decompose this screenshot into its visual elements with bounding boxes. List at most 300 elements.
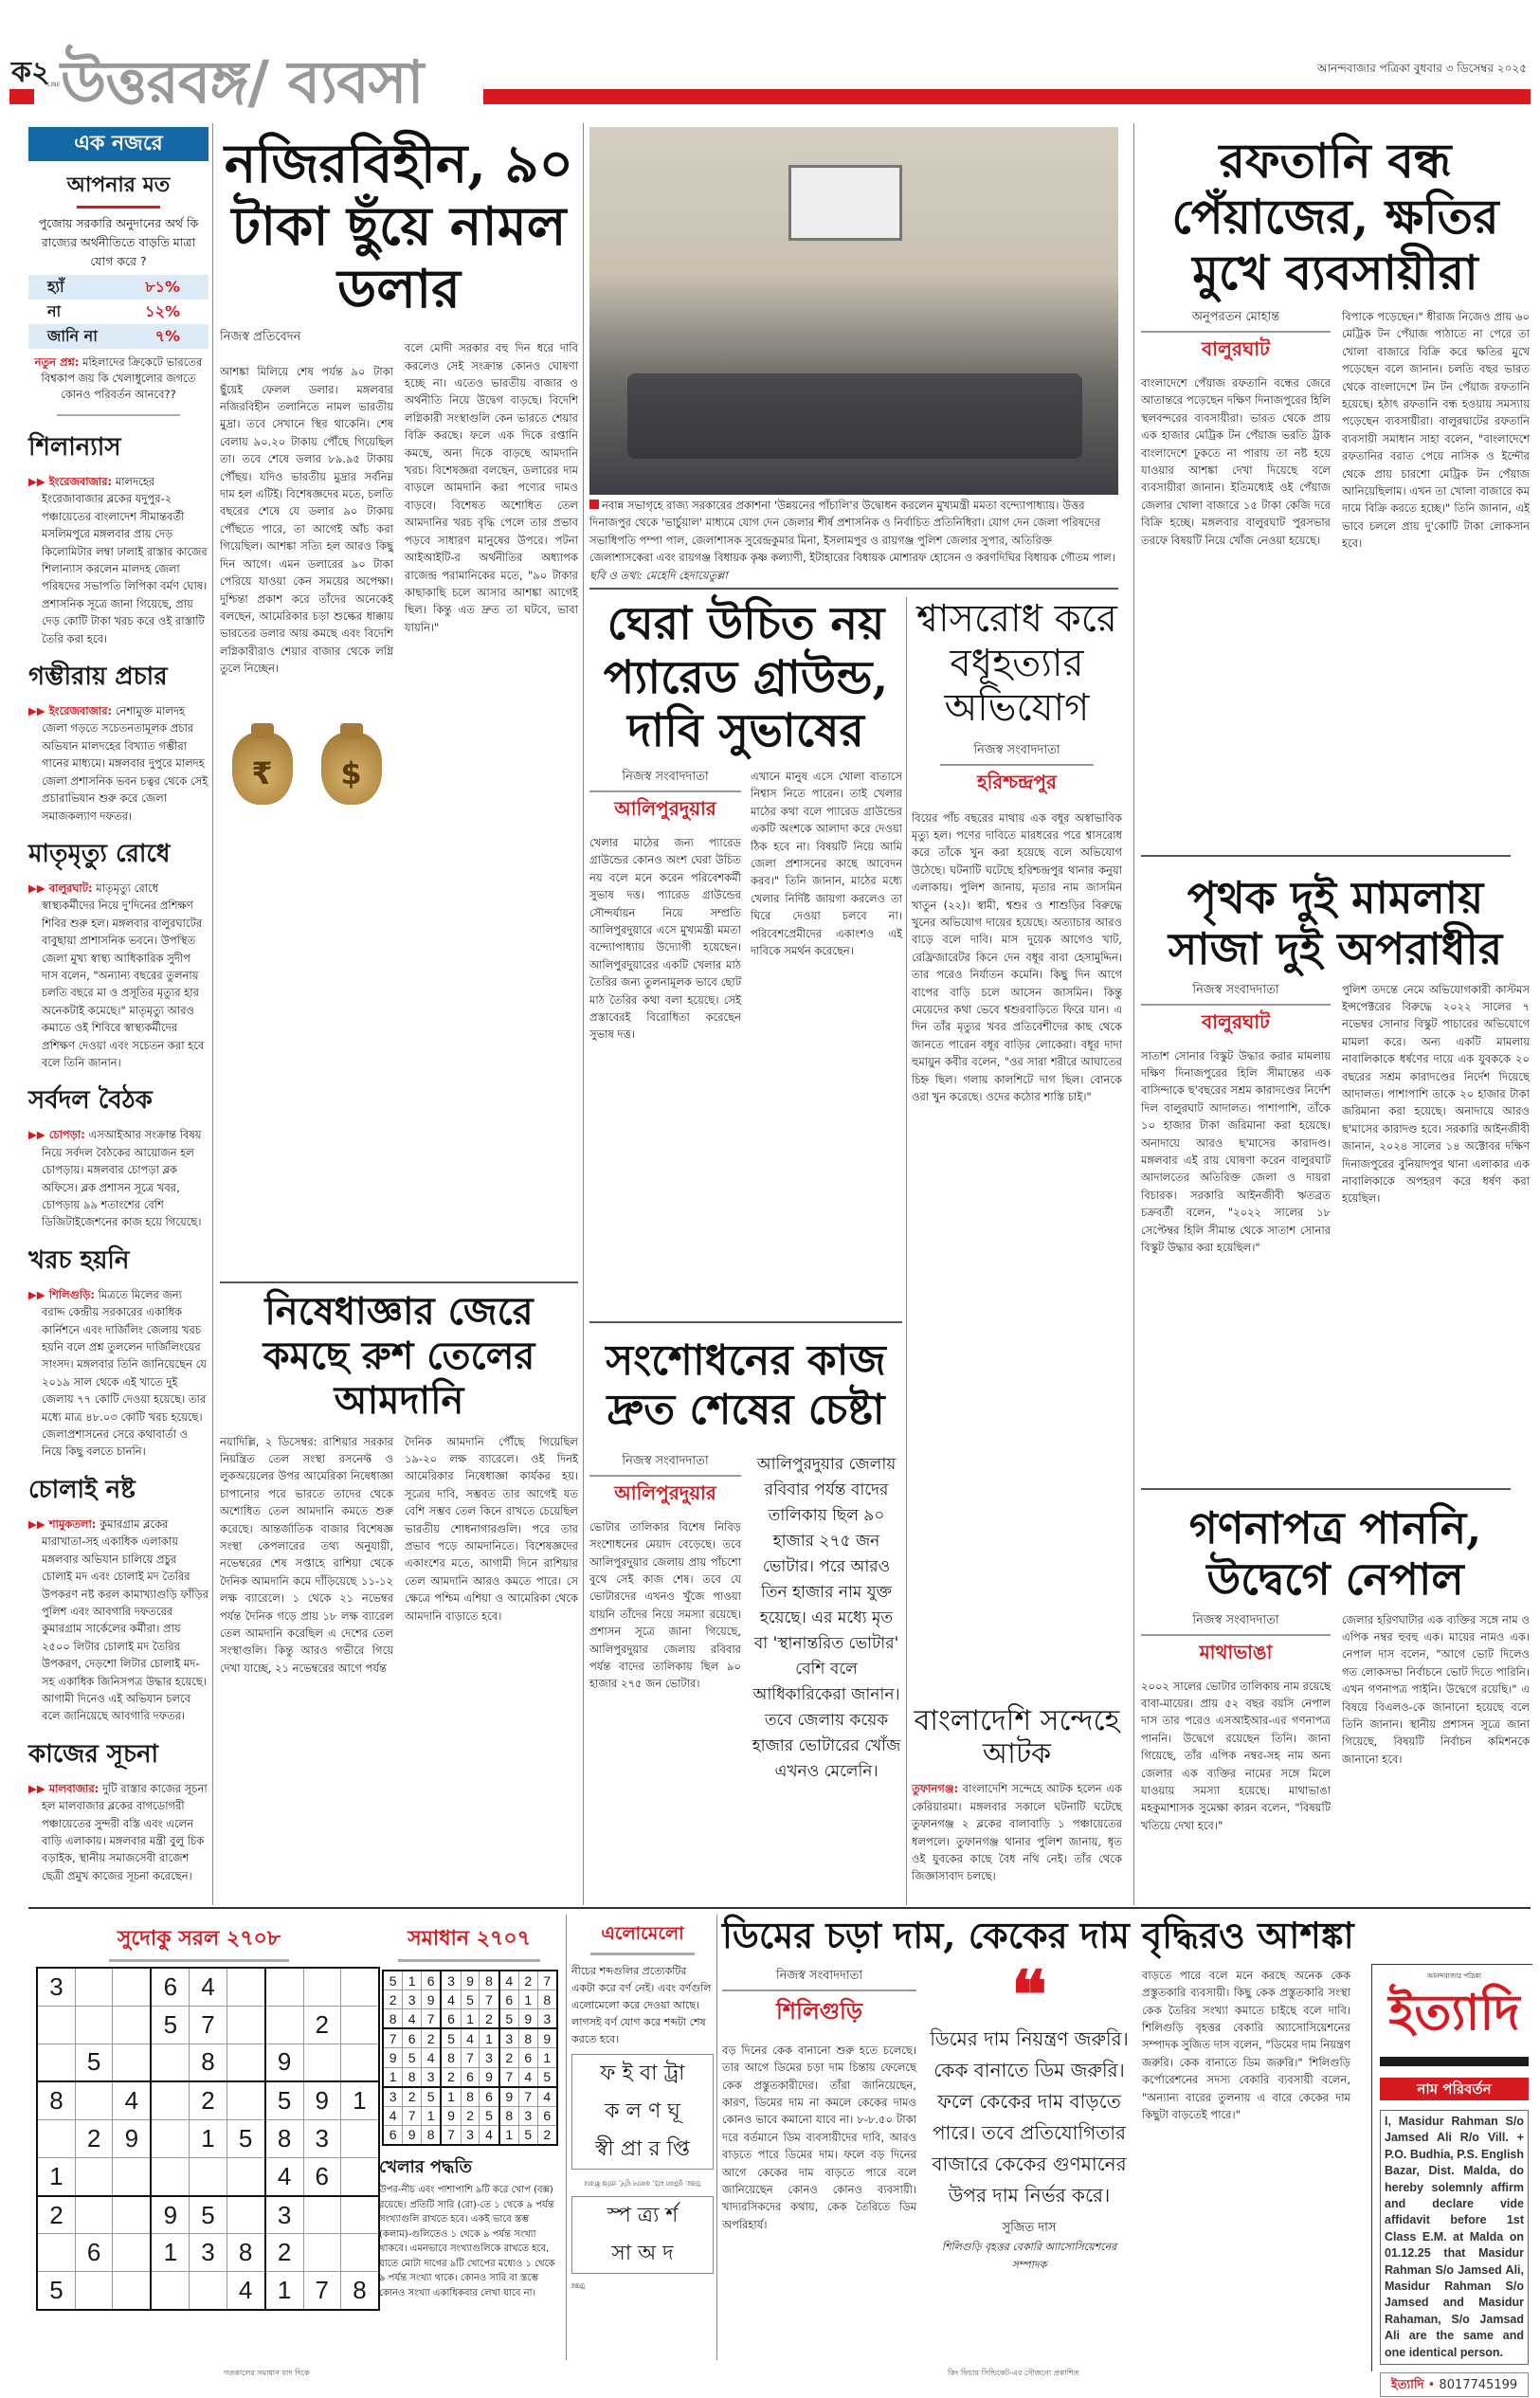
grid-cell-given: 4 <box>461 2028 480 2048</box>
grid-cell-given: 3 <box>403 1990 422 2009</box>
grid-cell-given: 2 <box>480 2009 499 2029</box>
sidebar-header: এক নজরে <box>28 127 208 161</box>
article-body <box>1141 308 1530 801</box>
brief-item <box>28 657 208 825</box>
brief-item <box>28 1735 208 1884</box>
poll-option-value: ৭% <box>154 327 180 345</box>
byline: নিজস্ব প্রতিবেদন <box>220 330 301 345</box>
grid-cell-given: 2 <box>303 2006 340 2044</box>
poll-option <box>28 300 208 324</box>
sudoku-solution-header <box>374 1915 564 1971</box>
grid-cell-given: 4 <box>480 2125 499 2145</box>
grid-cell-given: 5 <box>461 1990 480 2009</box>
grid-cell-empty <box>303 2196 340 2234</box>
brief-title: খরচ হয়নি <box>28 1245 130 1275</box>
ad-brand-small: আনন্দবাজার পত্রিকা <box>1426 1972 1482 1980</box>
grid-cell-given: 6 <box>422 1971 442 1990</box>
grid-cell-given: 1 <box>537 2048 557 2067</box>
dateline-place: শিলিগুড়ি <box>722 1989 916 2032</box>
grid-row <box>383 2048 557 2067</box>
grid-cell-empty <box>340 2234 379 2272</box>
grid-cell-empty <box>340 1968 379 2006</box>
brief-title: শিলান্যাস <box>28 433 121 462</box>
dateline-place: বালুরঘাট <box>1141 331 1331 367</box>
grid-cell-given: 4 <box>226 2272 265 2310</box>
dateline-place: আলিপুরদুয়ার <box>589 790 741 827</box>
grid-cell-given: 2 <box>76 2120 113 2158</box>
column-rule <box>212 123 213 1905</box>
grid-cell-given: 6 <box>537 2106 557 2125</box>
brief-place-name: শিলিগুড়ি: <box>48 1287 95 1301</box>
column-rule <box>583 123 584 1905</box>
grid-cell-given: 2 <box>441 2067 461 2087</box>
grid-cell-given: 3 <box>190 2234 226 2272</box>
grid-cell-given: 6 <box>76 2234 113 2272</box>
grid-cell-empty <box>151 2157 190 2195</box>
grid-cell-empty <box>226 1968 265 2006</box>
dateline-place: মাথাভাঙা <box>1141 1634 1331 1670</box>
article-column <box>405 328 578 951</box>
grid-row <box>383 1971 557 1990</box>
photo-screen <box>788 165 902 241</box>
article-text: বাংলাদেশে পেঁয়াজ রফতানি বন্ধের জেরে আতান্তরে পড়েছেন দক্ষিণ দিনাজপুরের হিলি স্থলবন্দরের ব্যবসায়ীরা। ভারত থেকে প্রায় এক হাজার মেট্রিক টন পেঁয়াজ ভরতি ট্রাক বাংলাদেশে ঢুকতে না পারায় তা নষ্ট হয়ে যাওয়ার আশঙ্কা দেখা দিয়েছে বলে ব্যবসায়ীরা জানান। ইতিমধ্যেই ওই পেঁয়াজ জেলার খোলা বাজারে ১৫ টাকা কেজি দরে বিক্রি হচ্ছে। মঙ্গলবার বালুরঘাট পুরসভার তরফে বিষয়টি নিয়ে খোঁজ নেওয়া হয়েছে। <box>1141 376 1331 547</box>
article-column <box>751 768 902 1280</box>
brief-body: মিত্রতে মিলের জন্য বরাদ্দ কেন্দ্রীয় সরকারের একাধিক কার্নিশনে এবং দার্জিলিং জেলায় খরচ হয়নি বলে প্রশ্ন তুললেন দার্জিলিংয়ের সাংসদ। মঙ্গলবার তিনি জানিয়েছেন যে ২০১৯ সাল থেকে এই খাতে দুই জেলায় ৭৭ কোটি দেওয়া হয়েছে। তার মধ্যে মাত্র ৪৮.০৩ কোটি খরচ হয়েছে। জেলাপ্রশাসনের সেরে কথাবার্তা ও নিয়ে কিছু বলতে চাননি। <box>42 1287 207 1459</box>
brief-item <box>28 834 208 1071</box>
grid-cell-empty <box>76 2157 113 2195</box>
brief-place: ▶▶ মালবাজার: <box>28 1781 100 1795</box>
grid-cell-given: 6 <box>303 2157 340 2195</box>
article-russian-oil <box>220 1289 578 1905</box>
grid-cell-given: 8 <box>480 1971 499 1990</box>
poll-results <box>28 275 208 349</box>
byline: নিজস্ব সংবাদদাতা <box>622 1453 709 1468</box>
grid-row <box>37 2006 379 2044</box>
grid-cell-given: 8 <box>518 2028 537 2048</box>
article-body <box>589 768 902 1280</box>
grid-cell-empty <box>340 2196 379 2234</box>
grid-cell-given: 3 <box>461 2125 480 2145</box>
article-column <box>220 328 393 951</box>
grid-cell-empty <box>151 2272 190 2310</box>
grid-cell-given: 8 <box>422 2125 442 2145</box>
article-body <box>722 1954 1367 2355</box>
grid-cell-given: 1 <box>265 2272 304 2310</box>
grid-cell-empty <box>303 2044 340 2081</box>
article-body <box>220 1433 578 1907</box>
grid-cell-given: 5 <box>480 2106 499 2125</box>
grid-cell-given: 1 <box>383 2067 403 2087</box>
sudoku-rules <box>379 2153 561 2343</box>
poll-option <box>28 324 208 349</box>
headline: নিষেধাজ্ঞার জেরে কমছে রুশ তেলের আমদানি <box>263 1289 535 1424</box>
solution-title: সমাধান ২৭০৭ <box>408 1927 531 1951</box>
grid-cell-empty <box>340 2006 379 2044</box>
article-text: বড় দিনের কেক বানানো শুরু হতে চলেছে। তার আগে ডিমের চড়া দাম চিন্তায় ফেলেছে কেক প্রস্তুতকারীদের। তাঁরা জানিয়েছেন, কারণ, ডিমের দাম না কমলে কেকের দামও কোনও ভাবে কমানো যাবে না। ৮-৮.৫০ টাকা দরে বর্তমানে ডিম ব্যবসায়ীদের দাবি, আরও বাড়তে পারে ডিমের দাম। ফলে বড় দিনের আগে কেকের দাম বাড়তে পারে বলে জানিয়েছেন কোনও কোনও ব্যবসায়ী। খাদ্যরসিকদের কথায়, কেক তৈরিতে ডিম অপরিহার্য। <box>722 2043 916 2231</box>
footer-note-middle: কিং ফিচার সিন্ডিকেট-এর সৌজন্যে প্রকাশিত <box>948 2369 1079 2377</box>
brief-place: ▶▶ চোপড়া: <box>28 1128 85 1142</box>
grid-cell-given: 8 <box>37 2081 76 2119</box>
section-rule <box>220 1281 578 1283</box>
grid-cell-given: 9 <box>537 2028 557 2048</box>
brief-place-name: শামুকতলা: <box>48 1517 97 1531</box>
brief-title: সর্বদল বৈঠক <box>28 1086 153 1116</box>
grid-row <box>383 2067 557 2087</box>
byline: অনুপরতন মোহান্ত <box>1191 310 1280 324</box>
grid-cell-given: 4 <box>113 2081 152 2119</box>
grid-cell-given: 9 <box>151 2196 190 2234</box>
article-body <box>1141 1611 1530 1877</box>
grid-cell-given: 5 <box>518 2125 537 2145</box>
grid-cell-given: 6 <box>403 2028 422 2048</box>
grid-cell-empty <box>151 2044 190 2081</box>
grid-cell-given: 1 <box>441 2087 461 2107</box>
grid-cell-given: 1 <box>461 2009 480 2029</box>
grid-row <box>383 2028 557 2048</box>
grid-cell-empty <box>37 2044 76 2081</box>
grid-cell-given: 3 <box>265 2196 304 2234</box>
grid-cell-given: 2 <box>518 1971 537 1990</box>
brief-text <box>28 1780 208 1884</box>
dateline-place: তুফানগঞ্জ: <box>912 1782 959 1796</box>
article-parade-ground <box>589 597 902 1280</box>
brief-title: মাতৃমৃত্যু রোধে <box>28 839 171 868</box>
article-body <box>589 1452 902 1879</box>
brief-place-name: বালুরঘাট: <box>48 881 93 895</box>
brief-text <box>28 473 208 647</box>
jumble-word: স্বী প্রা র প্তি <box>595 2137 690 2161</box>
article-column <box>1141 981 1331 1426</box>
article-text: ২০০২ সালের ভোটার তালিকায় নাম রয়েছে বাবা-মায়ের। প্রায় ৫২ বছর বয়সি নেপাল দাস তার পরেও এসআইআর-এর গণনাপত্র পাননি। উদ্বেগে রয়েছেন তিনি। জানা গিয়েছে, তাঁর এপিক নম্বর-সহ নাম অন্য জেলার এক ব্যক্তির নামের সঙ্গে মিলে যাওয়ায় সমস্যা হয়েছে। মাথাভাঙা মহকুমাশাসক সুমেক্ষা কারন বলেন, "বিষয়টি খতিয়ে দেখা হবে।" <box>1141 1679 1331 1832</box>
grid-cell-given: 5 <box>190 2196 226 2234</box>
grid-cell-given: 5 <box>422 2087 442 2107</box>
grid-cell-given: 6 <box>441 2009 461 2029</box>
grid-cell-given: 5 <box>383 1971 403 1990</box>
grid-cell-given: 5 <box>403 2048 422 2067</box>
grid-cell-given: 2 <box>537 2125 557 2145</box>
grid-cell-given: 8 <box>340 2272 379 2310</box>
dateline-place: হরিশ্চন্দ্রপুর <box>940 764 1094 800</box>
article-column <box>1342 308 1530 801</box>
rules-text: উপর-নীচ এবং পাশাপাশি ৯টি করে খোপ (বক্স) রয়েছে। প্রতিটি সারি (রো)-তে ১ থেকে ৯ পর্যন্ত সংখ্যাগুলি রাখতে হবে। একই ভাবে স্তম্ভ (কলাম)-গুলিতেও ১ থেকে ৯ পর্যন্ত সংখ্যা থাকবে। এমনভাবে সংখ্যাগুলিকে রাখতে হবে, যাতে মোটা দাগের ৯টি খোপের মধ্যেও ১ থেকে ৯ পর্যন্ত সংখ্যা থাকে। কোনও সারি বা স্তম্ভে কোনও সংখ্যা একাধিকবার লেখা যাবে না। <box>379 2185 555 2298</box>
brief-place: ▶▶ শামুকতলা: <box>28 1517 97 1531</box>
article-column <box>1342 981 1530 1426</box>
ad-logo: ইত্যাদি <box>1388 1984 1520 2042</box>
grid-cell-given: 5 <box>37 2272 76 2310</box>
jumble-word: সা অ দ <box>611 2242 674 2265</box>
grid-cell-given: 4 <box>422 2048 442 2067</box>
grid-cell-given: 3 <box>537 2009 557 2029</box>
jumble-word: ক ল ণ ঘূ <box>605 2099 680 2123</box>
grid-cell-given: 6 <box>518 2048 537 2067</box>
grid-cell-given: 8 <box>403 2067 422 2087</box>
brief-text <box>28 1126 208 1230</box>
section-rule <box>589 588 1118 590</box>
grid-cell-given: 2 <box>422 2028 442 2048</box>
grid-row <box>383 2009 557 2029</box>
byline: নিজস্ব সংবাদদাতা <box>1192 1612 1279 1627</box>
brief-title: চোলাই নষ্ট <box>28 1475 136 1504</box>
headline: নজিরবিহীন, ৯০ টাকা ছুঁয়ে নামল ডলার <box>224 133 574 321</box>
grid-cell-empty <box>190 2157 226 2195</box>
new-question-label: নতুন প্রশ্ন: <box>34 355 80 369</box>
brief-body: দুটি রাস্তার কাজের সূচনা হল মালবাজার ব্লকের বাগডোগরী পঞ্চায়েতের সুন্দরী বস্তি এবং এলেন বাড়ি এলাকায়। মঙ্গলবার মন্ত্রী বুলু চিক বড়াইক, স্থানীয় সমাজসেবী রাজেশ ছেত্রী প্রমুখ কাজের সূচনা করেছেন। <box>42 1781 208 1882</box>
grid-cell-given: 8 <box>226 2234 265 2272</box>
brief-body: মাতৃমৃত্যু রোধে স্বাস্থ্যকর্মীদের নিয়ে দু'দিনের প্রশিক্ষণ শিবির শুরু হল। মঙ্গলবার বালুরঘাটের বাবুছায়া প্রাশাসনিক ভবনে। উপস্থিত জেলা মুখ্য স্বাস্থ্য আধিকারিক সুদীপ দাস বলেন, "অন্যান্য বছরের তুলনায় চলতি বছরে মা ও প্রসূতির মৃত্যুর হার অনেকটাই কমেছে।" মাতৃমৃত্যু আরও কমাতে ওই শিবিরে স্বাস্থ্যকর্মীদের প্রশিক্ষণ দেওয়া এবং সচেতন করা হবে বলে তিনি জানান। <box>42 881 205 1069</box>
byline: নিজস্ব সংবাদদাতা <box>1192 982 1279 997</box>
brief-title: কাজের সূচনা <box>28 1739 159 1769</box>
grid-cell-given: 3 <box>303 2120 340 2158</box>
poll-option-value: ১২% <box>145 302 180 320</box>
ad-category: নাম পরিবর্তন <box>1380 2078 1529 2100</box>
grid-row <box>37 2044 379 2081</box>
grid-row <box>383 2106 557 2125</box>
grid-cell-given: 9 <box>303 2081 340 2119</box>
grid-cell-given: 8 <box>190 2044 226 2081</box>
brief-text <box>28 880 208 1071</box>
brief-place-name: ইংরেজবাজার: <box>48 475 113 488</box>
brief-place: ▶▶ ইংরেজবাজার: <box>28 704 113 718</box>
article-dollar <box>220 133 578 1270</box>
grid-cell-given: 9 <box>499 2087 519 2107</box>
grid-cell-empty <box>37 2120 76 2158</box>
grid-cell-empty <box>76 2272 113 2310</box>
grid-cell-given: 7 <box>537 1971 557 1990</box>
grid-cell-given: 9 <box>113 2120 152 2158</box>
grid-row <box>37 2196 379 2234</box>
caption-text: নবান্ন সভাগৃহে রাজ্য সরকারের প্রকাশনা 'উন্নয়নের পাঁচালি'র উদ্বোধন করলেন মুখ্যমন্ত্রী মমতা বন্দ্যোপাধ্যায়। উত্তর দিনাজপুর থেকে 'ভার্চুয়াল' মাধ্যমে যোগ দেন জেলার শীর্ষ প্রশাসনিক ও নির্বাচিত প্রতিনিধিরা। যোগ দেন জেলা পরিষদের সভাধিপতি পম্পা পাল, জেলাশাসক সুরেন্দ্রকুমার মিনা, ইসলামপুর ও রায়গঞ্জ পুলিশ জেলার সুপার, অতিরিক্ত জেলাশাসকেরা এবং রায়গঞ্জ বিধায়ক কৃষ্ণ কল্যাণী, ইটাহারের বিধায়ক মোশারফ হোসেন ও করণদিঘির বিধায়ক গৌতম পাল। <box>589 499 1115 565</box>
article-voter-revision <box>589 1336 902 1905</box>
grid-cell-empty <box>151 2081 190 2119</box>
headline: গণনাপত্র পাননি, উদ্বেগে নেপাল <box>1188 1502 1482 1606</box>
grid-row <box>383 2087 557 2107</box>
article-column <box>1342 1611 1530 1877</box>
grid-cell-given: 2 <box>403 2087 422 2107</box>
article-two-convictions <box>1141 872 1530 1479</box>
grid-cell-given: 3 <box>499 2028 519 2048</box>
article-text: পুলিশ তদন্তে নেমে অভিযোগকারী কাস্টমস ইন্সপেক্টরের বিরুদ্ধে ২০২২ সালের ৭ নভেম্বর সোনার বিস্কুট পাচারের অভিযোগে মামলা করে। অন্য একটি মামলায় নাবালিকাকে ধর্ষণের দায়ে এক যুবককে ২০ বছরের সশ্রম কারাদণ্ডের নির্দেশ দিয়েছে আদালত। পাশাপাশি তাকে ২০ হাজার টাকা জরিমানা করা হয়েছে। অনাদায়ে আরও ছ'মাসের কারাদণ্ড হবে। সরকারি আইনজীবী জানান, ২০২৪ সালের ১৪ অক্টোবর দক্ষিণ দিনাজপুরের বুনিয়াদপুর থানা এলাকার এক নাবালিকাকে অপহরণ করে ধর্ষণ করা হয়েছিল। <box>1342 982 1530 1206</box>
grid-cell-given: 5 <box>151 2006 190 2044</box>
title-underline <box>590 1953 695 1955</box>
grid-cell-given: 2 <box>190 2081 226 2119</box>
grid-cell-given: 6 <box>461 2067 480 2087</box>
grid-cell-given: 7 <box>499 2067 519 2087</box>
article-text: খেলার মাঠের জন্য প্যারেড গ্রাউন্ডের কোনও অংশ ঘেরা উচিত নয় বলে মনে করেন পরিবেশকর্মী সুভাষ দত্ত। প্যারেড গ্রাউন্ডের সৌন্দর্যায়ন নিয়ে সম্প্রতি আলিপুরদুয়ারে এসে মুখ্যমন্ত্রী মমতা বন্দ্যোপাধ্যায় উদ্যোগী হয়েছেন। আলিপুরদুয়ারের একটি খেলার মাঠ তৈরির জন্য তুলনামূলক ভাবে ছোট মাঠ তৈরির কথা বলা হয়েছে। সেই প্রস্তাবেরই বিরোধিতা করেছেন সুভাষ দত্ত। <box>589 835 741 1042</box>
grid-cell-given: 5 <box>76 2044 113 2081</box>
byline: নিজস্ব সংবাদদাতা <box>622 769 709 784</box>
grid-cell-empty <box>151 2120 190 2158</box>
caption-marker-icon <box>589 500 599 509</box>
grid-cell-given: 4 <box>499 1971 519 1990</box>
poll-question: পুজোয় সরকারি অনুদানের অর্থ কি রাজ্যের অর্থনীতিতে বাড়তি মাত্রা যোগ করে ? <box>38 216 199 268</box>
grid-cell-given: 3 <box>480 2048 499 2067</box>
grid-cell-given: 7 <box>441 2125 461 2145</box>
grid-cell-given: 1 <box>480 2028 499 2048</box>
article-body-text: বাংলাদেশি সন্দেহে আটক হলেন এক কেরিয়ারমা। মঙ্গলবার সকালে ঘটনাটি ঘটেছে তুফানগঞ্জ ২ ব্লকের বালাবাড়ি ১ পঞ্চায়েতের ধলপলে। তুফানগঞ্জ থানার পুলিশ জানায়, ধৃত ওই যুবকের কাছে বৈধ নথি নেই। তাঁর থেকে জিজ্ঞাসাবাদ চলছে। <box>912 1782 1122 1883</box>
grid-cell-empty <box>265 2006 304 2044</box>
grid-cell-given: 7 <box>303 2272 340 2310</box>
grid-cell-given: 8 <box>499 2106 519 2125</box>
article-column <box>589 768 741 1280</box>
grid-cell-empty <box>265 1968 304 2006</box>
article-onion-export <box>1141 133 1530 853</box>
brief-item <box>28 1470 208 1725</box>
grid-cell-given: 6 <box>383 2125 403 2145</box>
ad-contact <box>1380 2372 1529 2397</box>
grid-cell-given: 1 <box>190 2120 226 2158</box>
brief-place: ▶▶ ইংরেজবাজার: <box>28 475 113 488</box>
dateline-place: বালুরঘাট <box>1141 1004 1331 1040</box>
byline: নিজস্ব সংবাদদাতা <box>973 742 1060 757</box>
grid-row <box>383 2125 557 2145</box>
grid-cell-given: 7 <box>190 2006 226 2044</box>
article-dowry-death <box>912 597 1122 1905</box>
pull-quote-author: সুজিত দাস <box>1002 2220 1057 2235</box>
headline: ডিমের চড়া দাম, কেকের দাম বৃদ্ধিরও আশঙ্কা <box>722 1914 1354 1956</box>
grid-cell-empty <box>76 2196 113 2234</box>
grid-cell-given: 8 <box>265 2120 304 2158</box>
article-text: নয়াদিল্লি, ২ ডিসেম্বর: রাশিয়ার সরকার নিয়ন্ত্রিত তেল সংস্থা রসনেফ্ট ও লুকঅয়েলের উপর আমেরিকা নিষেধাজ্ঞা চাপানোর পরে ভারতে তাদের থেকে অশোধিত তেল আমদানি কমতে শুরু করেছে। আন্তর্জাতিক বাজার বিশেষজ্ঞ সংস্থা কেপলারের তথ্য অনুযায়ী, নভেম্বরের শেষ সপ্তাহে রাশিয়া থেকে দৈনিক আমদানি কমে দাঁড়িয়েছে ১১-১২ লক্ষ ব্যারেলে। ১ থেকে ২১ নভেম্বর পর্যন্ত দৈনিক গড়ে প্রায় ১৮ লক্ষ ব্যারেল তেল আমদানি করেছিল এ দেশের তেল সংস্থাগুলি। কিন্তু আরও গভীরে গিয়ে দেখা যাচ্ছে, ২১ নভেম্বরের আগে পর্যন্ত <box>220 1434 393 1675</box>
grid-cell-given: 5 <box>499 2009 519 2029</box>
brief-body: নেশামুক্ত মালদহ জেলা গড়তে সচেতনতামূলক প্রচার অভিযান মালদহের বিখ্যাত গম্ভীরা গানের মাধ্যমে। মঙ্গলবার দুপুরে মালদহ জেলা প্রশাসনিক ভবন চত্বর থেকে সেই প্রচারাভিযান শুরু করে জেলা সমাজকল্যাণ দফতর। <box>42 704 208 823</box>
article-text: ভোটার তালিকার বিশেষ নিবিড় সংশোধনের মেয়াদ বেড়েছে। তবে আলিপুরদুয়ার জেলায় প্রায় পাঁচশো বুথে সেই কাজ শেষ। তবে যে ভোটারদের এখনও খুঁজে পাওয়া যায়নি তাঁদের নিয়ে সমস্যা রয়েছে। প্রশাসন সূত্রে জানা গিয়েছে, আলিপুরদুয়ার জেলায় রবিবার পর্যন্ত বাদের তালিকায় ছিল ৯০ হাজার ২৭৫ জন ভোটার। <box>589 1519 741 1691</box>
article-enumeration-form <box>1141 1502 1530 1900</box>
grid-cell-empty <box>226 2196 265 2234</box>
headline: শ্বাসরোধ করে বধূহত্যার অভিযোগ <box>916 597 1117 731</box>
grid-row <box>37 2234 379 2272</box>
grid-cell-empty <box>226 2081 265 2119</box>
grid-cell-empty <box>340 2044 379 2081</box>
grid-cell-empty <box>37 2234 76 2272</box>
grid-cell-given: 5 <box>537 2067 557 2087</box>
grid-cell-empty <box>226 2044 265 2081</box>
brief-item <box>28 1241 208 1461</box>
grid-cell-empty <box>303 1968 340 2006</box>
grid-cell-given: 9 <box>403 2125 422 2145</box>
grid-cell-empty <box>37 2006 76 2044</box>
article-column <box>1141 308 1331 801</box>
grid-cell-given: 9 <box>461 1971 480 1990</box>
grid-cell-given: 8 <box>537 1990 557 2009</box>
article-text: সাতাশ সোনার বিস্কুট উদ্ধার করার মামলায় দক্ষিণ দিনাজপুরের হিলি সীমান্তের এক বাসিন্দাকে ছ'বছরের সশ্রম কারাদণ্ডের নির্দেশ দিল বালুরঘাট আদালত। পাশাপাশি, তাঁকে ১০ হাজার টাকা জরিমানা করা হয়েছে। অনাদায়ে আরও ছ'মাসের কারাদণ্ড। মঙ্গলবার এই রায় ঘোষণা করেন বালুরঘাট আদালতের অতিরিক্ত জেলা ও দায়রা বিচারক। সরকারি আইনজীবী ঋতব্রত চক্রবর্তী বলেন, "২০২২ সালের ১৮ সেপ্টেম্বর হিলি সীমান্ত থেকে সাতাশ সোনার বিস্কুট উদ্ধার করা হয়েছিল।" <box>1141 1048 1331 1254</box>
poll-option-value: ৮১% <box>145 278 180 296</box>
article-body <box>220 328 578 951</box>
grid-cell-given: 7 <box>480 1990 499 2009</box>
article-text: এখানে মানুষ এসে খোলা বাতাসে নিশ্বাস নিতে পারেন। তাই খেলার মাঠের কথা বলে প্যারেড গ্রাউন্ডের একটি অংশকে আলাদা করে দেওয়া ঠিক হবে না। বিষয়টি নিয়ে আমি জেলা প্রশাসনের কাছে আবেদন করব।" তিনি জানান, মাঠের মধ্যে খেলার নির্দিষ্ট জায়গা করলেও তা ঘিরে দেওয়া চলবে না। পরিবেশপ্রেমীদের একাংশও এই দাবিকে সমর্থন করেছেন। <box>751 769 902 957</box>
article-text: জেলার হরিণঘাটার এক ব্যক্তির সঙ্গে নাম ও এপিক নম্বর হুবহু এক। মায়ের নামও এক। নেপাল দাস বলেন, "আগে ভোট দিলেও গত লোকসভা নির্বাচনে ভোট দিতে পারিনি। এখন গণনাপত্র পাইনি। উদ্বেগে রয়েছি।" এ বিষয়ে বিএলও-কে জানানো হয়েছে বলে তিনি জানান। স্থানীয় প্রশাসন সূত্রে জানা গিয়েছে, বিষয়টি নির্বাচন কমিশনকে জানানো হবে। <box>1342 1612 1530 1766</box>
brief-text <box>28 1286 208 1461</box>
rules-title: খেলার পদ্ধতি <box>379 2157 472 2177</box>
pull-quote-box <box>930 1954 1129 2355</box>
section-rule <box>28 1907 1531 1909</box>
sudoku-solution-grid <box>382 1970 558 2146</box>
jumble-box-1 <box>571 2054 714 2170</box>
grid-cell-given: 2 <box>499 2048 519 2067</box>
headline: রফতানি বন্ধ পেঁয়াজের, ক্ষতির মুখে ব্যবসায়ীরা <box>1171 133 1499 300</box>
photo-caption <box>589 497 1118 584</box>
headline-bangladeshi: বাংলাদেশি সন্দেহে আটক <box>914 1703 1120 1771</box>
article-egg-prices <box>722 1915 1367 2379</box>
grid-cell-given: 1 <box>403 1971 422 1990</box>
section-rule <box>1141 855 1511 857</box>
grid-row <box>383 1990 557 2009</box>
column-rule <box>906 597 907 1905</box>
grid-cell-given: 9 <box>518 2009 537 2029</box>
brief-text <box>28 702 208 825</box>
ad-phone: 8017745199 <box>1439 2378 1518 2393</box>
grid-cell-empty <box>76 2006 113 2044</box>
brief-text <box>28 1516 208 1725</box>
grid-cell-given: 4 <box>518 2067 537 2087</box>
article-text: আশঙ্কা মিলিয়ে শেষ পর্যন্ত ৯০ টাকা ছুঁয়েই ফেলল ডলার। মঙ্গলবার নজিরবিহীন তলানিতে নামল ভারতীয় মুদ্রা। তবে সেখানে স্থির থাকেনি। শেষ বেলায় ৯০.২০ টাকায় পৌঁছে গিয়েছিল তা। তবে শেষে ডলার ৮৯.৯৫ টাকায় পৌঁছয়। যদিও ভারতীয় মুদ্রার সর্বনিম্ন দাম হল এটিই। বিশেষজ্ঞদের মতে, চলতি বছরের শেষে যে ডলার ৯০ টাকায় পৌঁছতে পারে, তা আগেই আঁচ করা গিয়েছিল। আশঙ্কা সত্যি হল আরও কিছু দিন আগে। এমন ডলারের ৯০ টাকা পেরিয়ে যাওয়া কেন সময়ের অপেক্ষা। দুশ্চিন্তা প্রকাশ করে তাঁদের অনেকেই বলছেন, আমেরিকার চড়া শুল্কের ধাক্কায় ভারতের ডলার আয় কমছে এবং বিদেশি লগ্নিকারীরাও শেয়ার বাজার থেকে লগ্নি তুলে নিচ্ছেন। <box>220 365 393 676</box>
poll-option-label: হ্যাঁ <box>47 278 64 296</box>
article-text <box>912 1780 1122 1922</box>
title-underline <box>109 1959 289 1962</box>
grid-row <box>37 2081 379 2119</box>
jumble-box-2 <box>571 2196 714 2274</box>
article-text: বলে মোদী সরকার বহু দিন ধরে দাবি করলেও সেই সংক্রান্ত কোনও ঘোষণা হচ্ছে না। এতেও ভারতীয় বাজার ও অর্থনীতি নিয়ে উদ্বেগ বাড়ছে। বিদেশি লগ্নিকারী সংস্থাগুলি কেন ভারতে শেয়ার বিক্রি করছে। ফলে এক দিকে রপ্তানি কমছে, অন্য দিকে বাড়ছে আমদানি খরচ। বিশেষজ্ঞরা বলছেন, ডলারের দাম বাড়লে আমদানি করা পণ্যের দামও বাড়বে। বিশেষত অশোধিত তেল আমদানির খরচ বৃদ্ধি পেলে তার প্রভাব পড়বে সাধারণ মানুষের উপরে। পটনা আইআইটি-র অর্থনীতির অধ্যাপক রাজেন্দ্র পরামানিকের মতে, "৯০ টাকার কাছাকাছি চলে আসার আশঙ্কা আগেই ছিল। কিন্তু এত দ্রুত তা ঘটবে, ভাবা যায়নি।" <box>405 341 578 634</box>
photo-table <box>627 373 1082 459</box>
page-number: ক২ <box>11 56 50 89</box>
grid-cell-given: 3 <box>422 2067 442 2087</box>
rupee-bag-icon: ₹ <box>232 733 293 805</box>
grid-cell-given: 9 <box>441 2106 461 2125</box>
grid-cell-given: 7 <box>403 2106 422 2125</box>
headline: পৃথক দুই মামলায় সাজা দুই অপরাধীর <box>1168 872 1503 975</box>
grid-cell-given: 1 <box>422 2106 442 2125</box>
jumble-puzzle <box>571 1915 714 2370</box>
article-column <box>589 1452 741 1879</box>
title-underline <box>398 1959 540 1962</box>
grid-cell-given: 9 <box>480 2067 499 2087</box>
grid-cell-given: 2 <box>461 2106 480 2125</box>
grid-cell-given: 2 <box>265 2234 304 2272</box>
grid-cell-empty <box>76 1968 113 2006</box>
grid-cell-given: 6 <box>480 2087 499 2107</box>
grid-cell-empty <box>113 2157 152 2195</box>
grid-cell-given: 1 <box>151 2234 190 2272</box>
grid-cell-empty <box>113 2272 152 2310</box>
grid-cell-given: 9 <box>422 1990 442 2009</box>
grid-cell-given: 1 <box>340 2081 379 2119</box>
brief-title: গম্ভীরায় প্রচার <box>28 663 168 692</box>
jumble-word: ফ ই বা ট্রা <box>600 2062 685 2085</box>
brief-body: কুমারগ্রাম ব্লকের মারাখাতা-সহ একাধিক এলাকায় মঙ্গলবার অভিযান চালিয়ে প্রচুর চোলাই মদ এবং চোলাই মদ তৈরির উপকরণ নষ্ট করল কামাখ্যাগুড়ি ফাঁড়ির পুলিশ এবং আবগারি দফতরের কুমারগ্রাম সার্কেলের কর্মীরা। প্রায় ২৫০০ লিটার চোলাই মদ তৈরির উপকরণ, দেড়শো লিটার চোলাই মদ-সহ একাধিক জিনিসপত্র উদ্ধার হয়েছে। আগামী দিনেও এই অভিযান চলবে বলে জানিয়েছে আবগারি দফতর। <box>42 1517 208 1723</box>
poll-title-underline <box>77 206 160 209</box>
grid-cell-given: 5 <box>265 2081 304 2119</box>
grid-cell-given: 3 <box>441 1971 461 1990</box>
column-rule <box>1133 123 1134 1905</box>
poll-option <box>28 275 208 300</box>
jumble-answer-upside-down: উত্তর: ফুটবল মাঠ, কল্যাণ ঘূর্ণি, প্রাপ্তি স্বীকার <box>584 2179 701 2187</box>
grid-cell-given: 8 <box>383 2009 403 2029</box>
page-tag: LINE <box>47 82 61 88</box>
article-column <box>1141 1611 1331 1877</box>
article-column <box>722 1967 916 2355</box>
grid-cell-given: 3 <box>383 2087 403 2107</box>
section-title: উত্তরবঙ্গ/ ব্যবসা <box>61 47 424 117</box>
dateline: আনন্দবাজার পত্রিকা বুধবার ৩ ডিসেম্বর ২০২৫ <box>1317 62 1527 75</box>
grid-cell-given: 2 <box>383 1990 403 2009</box>
grid-cell-empty <box>226 2006 265 2044</box>
grid-cell-given: 4 <box>190 1968 226 2006</box>
brief-body: এসআইআর সংক্রান্ত বিষয় নিয়ে সর্বদল বৈঠকের আয়োজন হল চোপড়ায়। মঙ্গলবার চোপড়া ব্লক অফিসে। ব্লক প্রশাসন সূত্রে খবর, চোপড়ায় ৯৯ শতাংশের বেশি ডিজিটাইজেশনের কাজ হয়ে গিয়েছে। <box>42 1128 202 1229</box>
brief-place-name: ইংরেজবাজার: <box>48 704 113 718</box>
grid-cell-empty <box>113 1968 152 2006</box>
grid-row <box>37 2120 379 2158</box>
pull-quote: আলিপুরদুয়ার জেলায় রবিবার পর্যন্ত বাদের তালিকায় ছিল ৯০ হাজার ২৭৫ জন ভোটার। পরে আরও তিন হাজার নাম যুক্ত হয়েছে। এর মধ্যে মৃত বা 'স্থানান্তরিত ভোটার' বেশি বলে আধিকারিকেরা জানান। তবে জেলায় কয়েক হাজার ভোটারের খোঁজ এখনও মেলেনি। <box>752 1454 901 1781</box>
grid-cell-given: 5 <box>441 2028 461 2048</box>
